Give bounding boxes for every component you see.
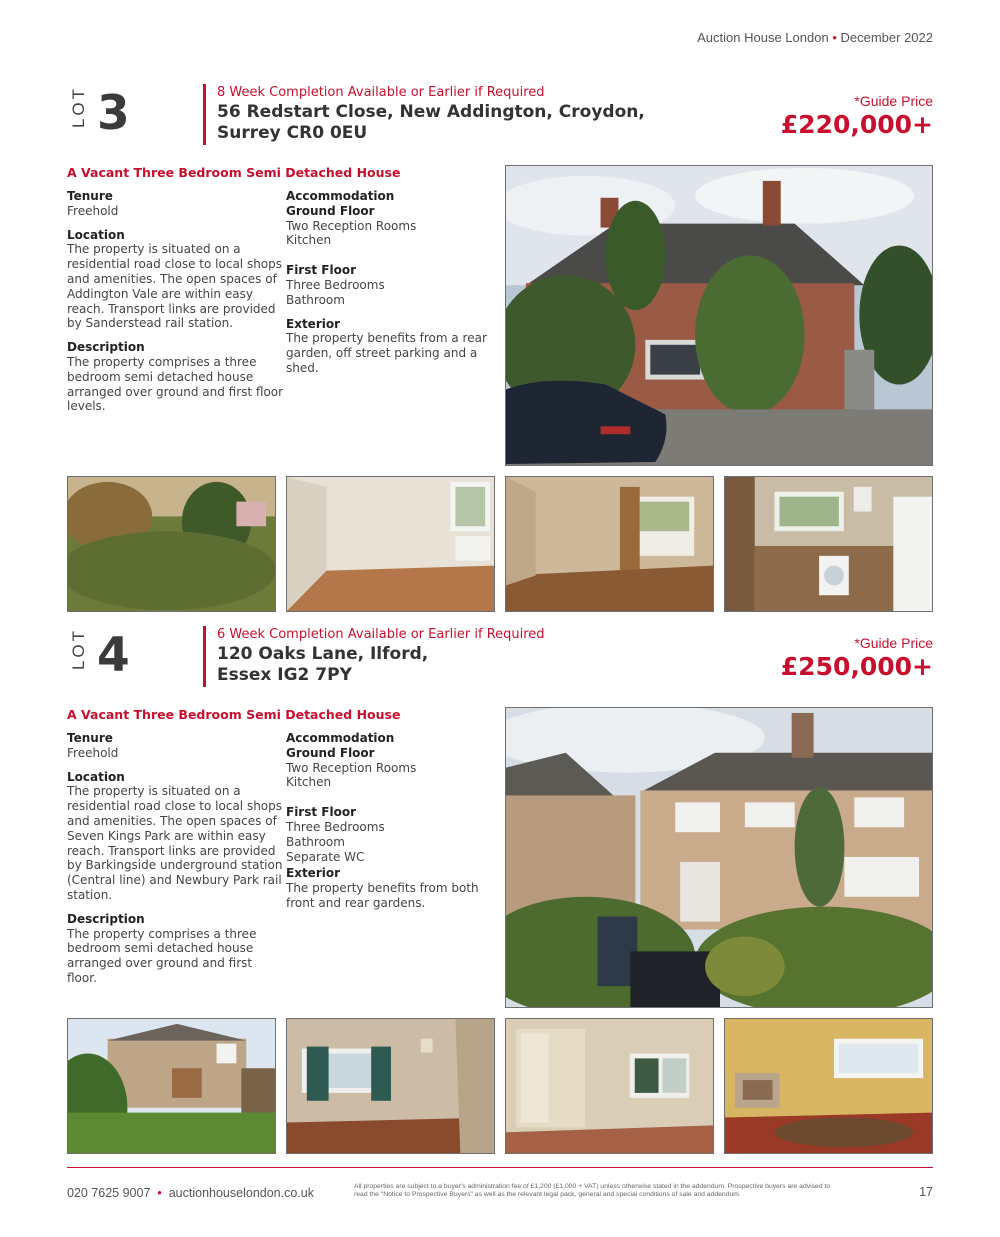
- description-line: arranged over ground and first: [67, 956, 253, 971]
- first-floor-heading: First Floor: [286, 263, 357, 278]
- property-main-photo: [505, 707, 933, 1008]
- property-main-photo: [505, 165, 933, 466]
- exterior-heading: Exterior: [286, 866, 341, 881]
- footer-divider: [67, 1167, 933, 1168]
- footer-separator: •: [153, 1186, 166, 1200]
- address-line-1: 56 Redstart Close, New Addington, Croydon,: [217, 102, 645, 122]
- details-column-right: [286, 731, 496, 911]
- location-line: and amenities. The open spaces of: [67, 271, 277, 286]
- first-floor-item: Separate WC: [286, 849, 365, 864]
- exterior-line: The property benefits from both: [286, 881, 479, 896]
- reception-room-photo: [505, 476, 714, 612]
- garden-photo: [67, 476, 276, 612]
- lot-divider: [203, 626, 206, 687]
- tenure-heading: Tenure: [67, 189, 113, 203]
- description-line: bedroom semi detached house: [67, 369, 254, 384]
- location-heading: Location: [67, 769, 125, 784]
- first-floor-heading: First Floor: [286, 805, 357, 820]
- ground-floor-item: Two Reception Rooms: [286, 218, 417, 233]
- property-headline: A Vacant Three Bedroom Semi Detached House: [67, 707, 401, 722]
- address-line-1: 120 Oaks Lane, Ilford,: [217, 644, 429, 664]
- description-line: arranged over ground and first floor: [67, 384, 284, 399]
- guide-price-label: *Guide Price: [854, 635, 933, 651]
- exterior-line: shed.: [286, 360, 319, 375]
- fees-disclaimer: All properties are subject to a buyer's administration fee of £1,200 (£1,000 + VAT) unless otherwise stated in the addendum. Prospective buyers are advised to read the "Notice to Prospective Buyers" as well as the relevant legal pack, general and special conditions of sale and addendum.: [354, 1183, 831, 1199]
- brand-name: Auction House London: [697, 30, 829, 45]
- location-line: (Central line) and Newbury Park rail: [67, 873, 282, 888]
- location-line: station.: [67, 887, 113, 902]
- rear-garden-photo: [67, 1018, 276, 1154]
- location-line: Seven Kings Park are within easy: [67, 828, 266, 843]
- description-line: levels.: [67, 399, 106, 414]
- address-line-2: Surrey CR0 0EU: [217, 123, 368, 143]
- location-line: residential road close to local shops: [67, 799, 283, 814]
- description-line: bedroom semi detached house: [67, 941, 254, 956]
- bedroom-photo: [286, 476, 495, 612]
- ground-floor-item: Kitchen: [286, 233, 332, 248]
- guide-price-label: *Guide Price: [854, 93, 933, 109]
- footer-contact: [67, 1186, 314, 1200]
- website-link[interactable]: auctionhouselondon.co.uk: [168, 1186, 314, 1200]
- description-heading: Description: [67, 911, 145, 926]
- publication-header: [697, 30, 933, 45]
- exterior-line: The property benefits from a rear: [286, 331, 487, 346]
- details-column-left: [67, 189, 282, 414]
- location-heading: Location: [67, 227, 125, 242]
- reception-room-photo: [724, 1018, 933, 1154]
- completion-note: 8 Week Completion Available or Earlier if Required: [217, 85, 545, 100]
- location-line: by Sanderstead rail station.: [67, 316, 234, 331]
- bedroom-photo: [505, 1018, 714, 1154]
- property-address: [217, 644, 428, 686]
- lot-number: 3: [97, 86, 130, 141]
- description-line: The property comprises a three: [67, 926, 257, 941]
- exterior-line: front and rear gardens.: [286, 895, 426, 910]
- first-floor-item: Bathroom: [286, 292, 345, 307]
- completion-note: 6 Week Completion Available or Earlier if Required: [217, 627, 545, 642]
- location-line: by Barkingside underground station: [67, 858, 283, 873]
- location-line: and amenities. The open spaces of: [67, 813, 277, 828]
- address-line-2: Essex IG2 7PY: [217, 665, 352, 685]
- kitchen-photo: [724, 476, 933, 612]
- tenure-value: Freehold: [67, 203, 119, 218]
- lot-label: LOT: [69, 85, 88, 129]
- guide-price: £250,000+: [780, 652, 933, 681]
- accommodation-heading: Accommodation: [286, 189, 395, 203]
- description-heading: Description: [67, 340, 145, 355]
- page-number: 17: [919, 1185, 933, 1199]
- guide-price: £220,000+: [780, 110, 933, 139]
- location-line: reach. Transport links are provided: [67, 843, 276, 858]
- phone-number[interactable]: 020 7625 9007: [67, 1186, 151, 1200]
- first-floor-item: Bathroom: [286, 834, 345, 849]
- ground-floor-heading: Ground Floor: [286, 745, 375, 760]
- location-line: residential road close to local shops: [67, 257, 283, 272]
- location-line: The property is situated on a: [67, 784, 241, 799]
- location-line: reach. Transport links are provided: [67, 301, 276, 316]
- first-floor-item: Three Bedrooms: [286, 277, 385, 292]
- exterior-line: garden, off street parking and a: [286, 346, 478, 361]
- ground-floor-heading: Ground Floor: [286, 203, 375, 218]
- tenure-heading: Tenure: [67, 731, 113, 745]
- ground-floor-item: Two Reception Rooms: [286, 760, 417, 775]
- header-separator: •: [832, 30, 837, 45]
- location-line: Addington Vale are within easy: [67, 286, 253, 301]
- description-line: floor.: [67, 970, 97, 985]
- lot-number: 4: [97, 628, 130, 683]
- ground-floor-item: Kitchen: [286, 775, 332, 790]
- details-column-right: [286, 189, 496, 376]
- property-address: [217, 102, 645, 144]
- exterior-heading: Exterior: [286, 316, 341, 331]
- location-line: The property is situated on a: [67, 242, 241, 257]
- lot-divider: [203, 84, 206, 145]
- property-headline: A Vacant Three Bedroom Semi Detached House: [67, 165, 401, 180]
- issue-date: December 2022: [840, 30, 933, 45]
- first-floor-item: Three Bedrooms: [286, 819, 385, 834]
- bedroom-photo: [286, 1018, 495, 1154]
- accommodation-heading: Accommodation: [286, 731, 395, 745]
- description-line: The property comprises a three: [67, 354, 257, 369]
- tenure-value: Freehold: [67, 745, 119, 760]
- lot-label: LOT: [69, 627, 88, 671]
- details-column-left: [67, 731, 282, 986]
